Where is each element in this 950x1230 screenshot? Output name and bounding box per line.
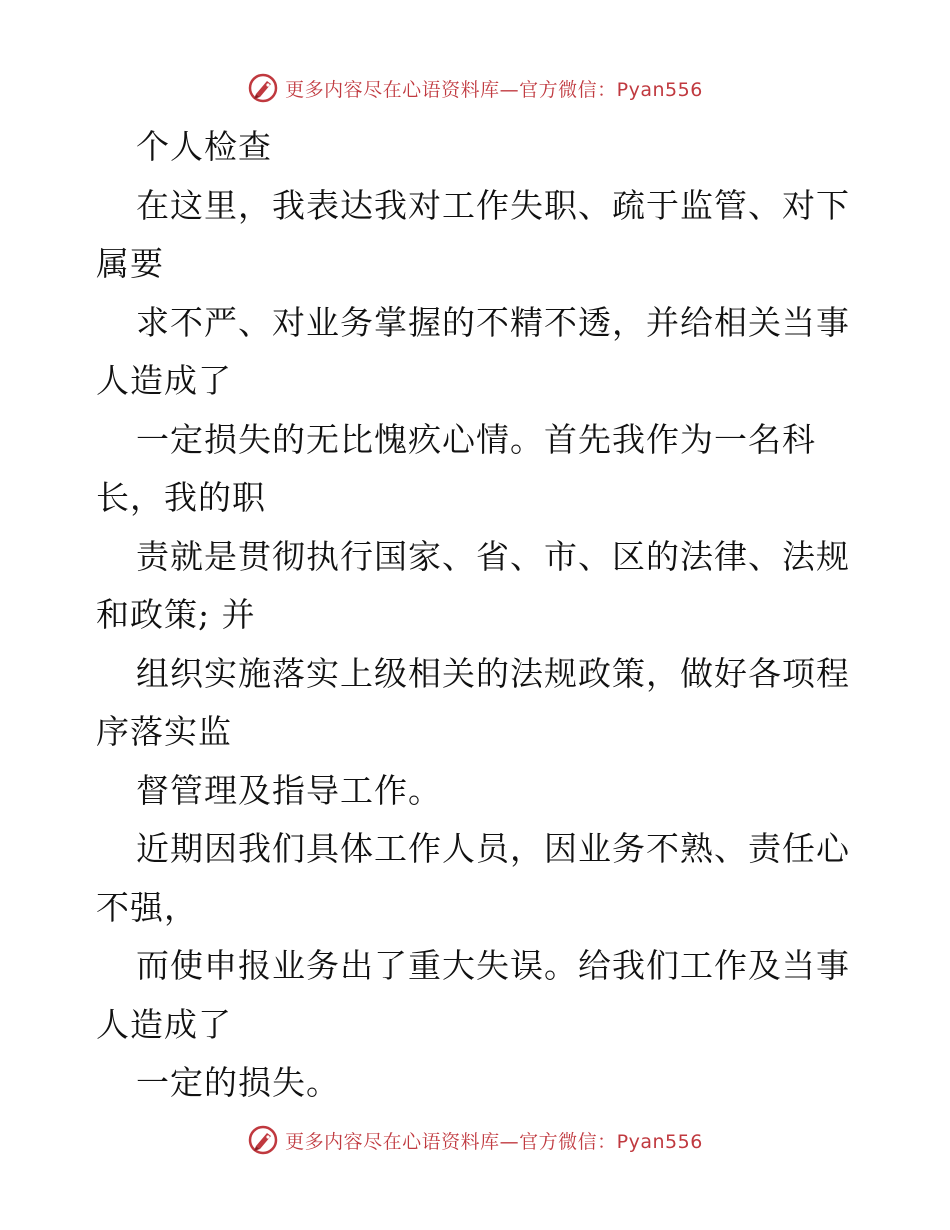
- text-line: 长，我的职: [96, 478, 266, 517]
- text-line: 一定的损失。: [136, 1063, 340, 1102]
- text-line: 求不严、对业务掌握的不精不透，并给相关当事: [136, 302, 850, 342]
- text-line: 人造成了: [96, 361, 232, 400]
- header-watermark: [0, 72, 950, 104]
- document-body: [96, 118, 856, 1113]
- text-line: 近期因我们具体工作人员，因业务不熟、责任心: [136, 829, 850, 868]
- text-line: 督管理及指导工作。: [136, 770, 442, 810]
- pen-logo-icon: [247, 1124, 279, 1156]
- text-line: 而使申报业务出了重大失误。给我们工作及当事: [136, 946, 850, 985]
- watermark-text: 更多内容尽在心语资料库—官方微信：Pyan556: [285, 1130, 703, 1153]
- text-line: 属要: [96, 244, 164, 283]
- document-title: 个人检查: [136, 127, 272, 166]
- watermark-text: 更多内容尽在心语资料库—官方微信：Pyan556: [285, 78, 703, 101]
- text-line: 组织实施落实上级相关的法规政策，做好各项程: [136, 653, 850, 693]
- footer-watermark: [0, 1124, 950, 1156]
- pen-logo-icon: [247, 72, 279, 104]
- text-line: 责就是贯彻执行国家、省、市、区的法律、法规: [136, 536, 850, 576]
- text-line: 不强，: [96, 887, 198, 927]
- text-line: 人造成了: [96, 1004, 232, 1044]
- text-line: 一定损失的无比愧疚心情。首先我作为一名科: [136, 419, 816, 459]
- text-line: 和政策; 并: [96, 595, 256, 634]
- text-line: 序落实监: [96, 712, 232, 751]
- text-line: 在这里，我表达我对工作失职、疏于监管、对下: [136, 185, 850, 225]
